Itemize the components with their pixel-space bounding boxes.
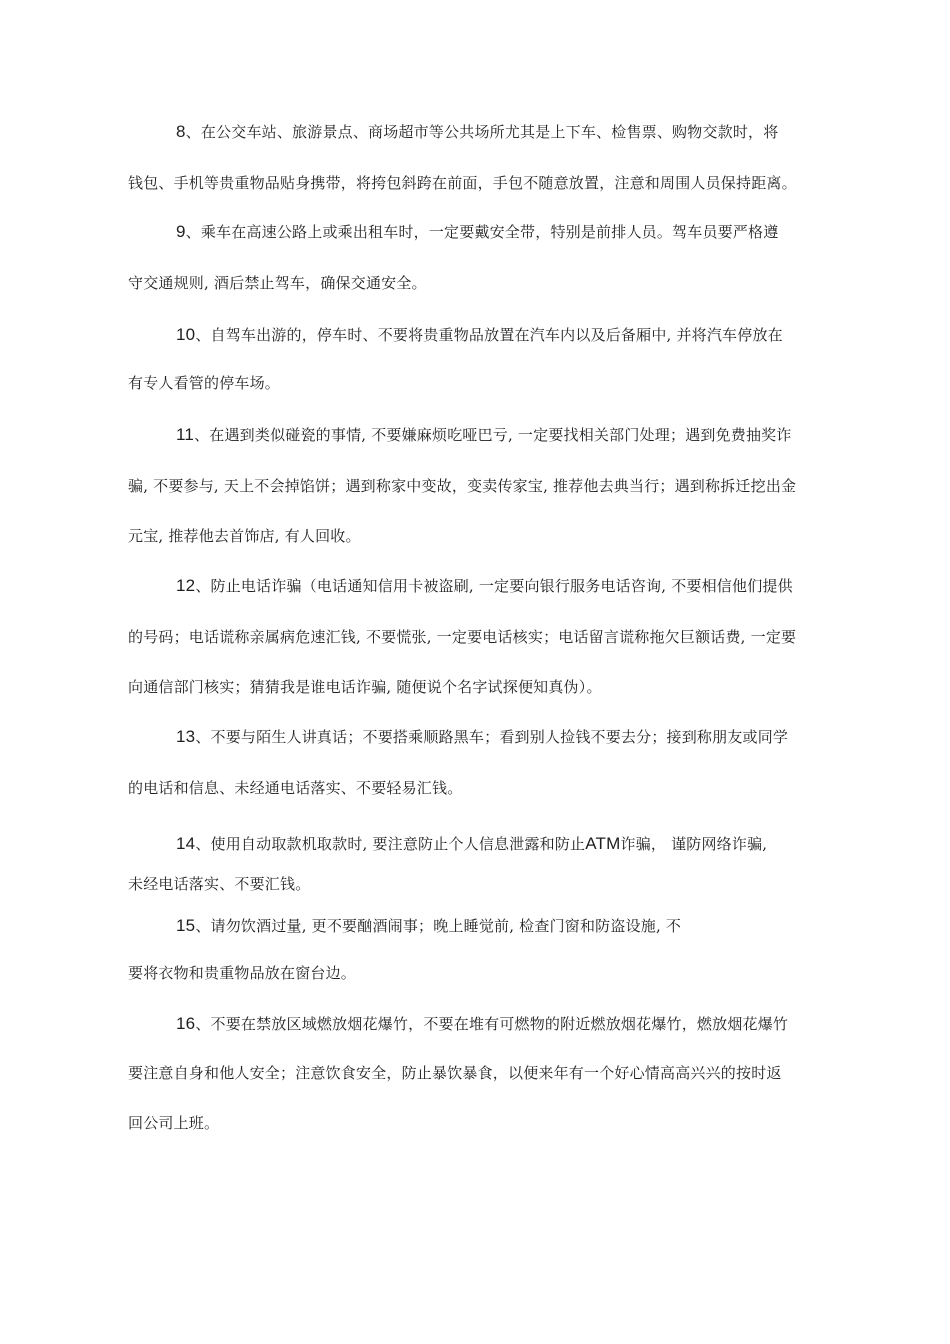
item-9-number: 9 (176, 222, 186, 241)
item-16-line-2: 要注意自身和他人安全；注意饮食安全，防止暴饮暴食，以便来年有一个好心情高高兴兴的按时返 (128, 1064, 782, 1082)
item-13-number: 13 (176, 727, 196, 746)
item-12-line-3: 向通信部门核实；猜猜我是谁电话诈骗, 随便说个名字试探便知真伪）。 (128, 678, 602, 696)
item-12-line-1 (176, 576, 828, 596)
item-11-number: 11 (176, 425, 195, 444)
item-16-text-1: 、不要在禁放区域燃放烟花爆竹，不要在堆有可燃物的附近燃放烟花爆竹，燃放烟花爆竹 (195, 1015, 789, 1033)
item-12-text-1: 、防止电话诈骗（电话通知信用卡被盗刷, 一定要向银行服务电话咨询, 不要相信他们提供 (195, 577, 793, 595)
item-11-line-2: 骗, 不要参与, 天上不会掉馅饼；遇到称家中变故，变卖传家宝, 推荐他去典当行；遇到称拆迁挖出金 (128, 477, 797, 495)
item-14-line-2: 未经电话落实、不要汇钱。 (128, 875, 311, 893)
item-15-line-2: 要将衣物和贵重物品放在窗台边。 (128, 964, 357, 982)
item-9-line-1 (176, 222, 828, 242)
item-14-text-1b: 诈骗， 谨防网络诈骗, (620, 835, 768, 853)
item-10-line-2: 有专人看管的停车场。 (128, 374, 281, 392)
item-11-text-1: 、在遇到类似碰瓷的事情, 不要嫌麻烦吃哑巴亏, 一定要找相关部门处理；遇到免费抽奖诈 (194, 426, 792, 444)
item-9-text-1: 、乘车在高速公路上或乘出租车时，一定要戴安全带，特别是前排人员。驾车员要严格遵 (185, 223, 779, 241)
item-14-number: 14 (176, 834, 196, 853)
item-14-line-1 (176, 834, 828, 854)
item-14-text-1a: 、使用自动取款机取款时, 要注意防止个人信息泄露和防止 (195, 835, 586, 853)
item-11-line-1 (176, 425, 828, 445)
item-15-number: 15 (176, 916, 196, 935)
item-10-line-1 (176, 325, 828, 345)
item-14-atm: ATM (585, 834, 621, 853)
item-16-number: 16 (176, 1014, 196, 1033)
item-13-text-1: 、不要与陌生人讲真话；不要搭乘顺路黑车；看到别人捡钱不要去分；接到称朋友或同学 (195, 728, 789, 746)
item-11-line-3: 元宝, 推荐他去首饰店, 有人回收。 (128, 527, 361, 545)
item-8-number: 8 (176, 122, 186, 141)
item-13-line-2: 的电话和信息、未经通电话落实、不要轻易汇钱。 (128, 779, 463, 797)
item-8-text-1: 、在公交车站、旅游景点、商场超市等公共场所尤其是上下车、检售票、购物交款时，将 (185, 123, 779, 141)
item-10-number: 10 (176, 325, 196, 344)
item-12-number: 12 (176, 576, 196, 595)
item-15-line-1 (176, 916, 828, 936)
item-13-line-1 (176, 727, 828, 747)
item-16-line-1 (176, 1014, 828, 1034)
item-9-line-2: 守交通规则, 酒后禁止驾车，确保交通安全。 (128, 274, 427, 292)
item-8-line-1 (176, 122, 828, 142)
item-16-line-3: 回公司上班。 (128, 1114, 220, 1132)
item-12-line-2: 的号码；电话谎称亲属病危速汇钱, 不要慌张, 一定要电话核实；电话留言谎称拖欠巨额话费, 一定要 (128, 628, 797, 646)
item-8-line-2: 钱包、手机等贵重物品贴身携带，将挎包斜跨在前面，手包不随意放置，注意和周围人员保持距离。 (128, 174, 797, 192)
item-10-text-1: 、自驾车出游的，停车时、不要将贵重物品放置在汽车内以及后备厢中, 并将汽车停放在 (195, 326, 783, 344)
item-15-text-1: 、请勿饮酒过量, 更不要酗酒闹事；晚上睡觉前, 检查门窗和防盗设施, 不 (195, 917, 682, 935)
